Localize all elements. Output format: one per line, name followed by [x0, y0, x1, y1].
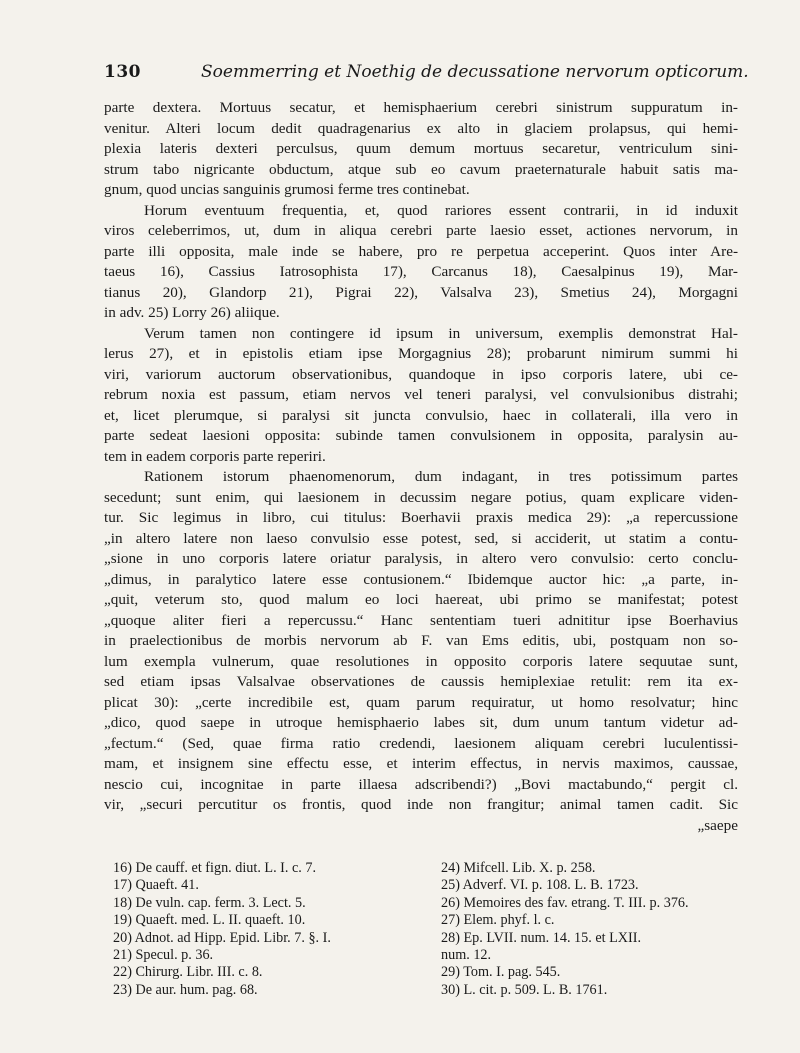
text-line: strum tabo nigricante obductum, atque sub eo cavum praeternaturale habuit satis ma- [104, 160, 738, 178]
running-title: Soemmerring et Noethig de decussatione nervorum opticorum. [201, 62, 749, 82]
text-line: plicat 30): „certe incredibile est, quam parum requiratur, ut homo resolvatur; hinc [104, 693, 738, 711]
text-line: taeus 16), Cassius Iatrosophista 17), Carcanus 18), Caesalpinus 19), Mar- [104, 263, 738, 280]
text-line: Verum tamen non contingere id ipsum in universum, exemplis demonstrat Hal- [144, 324, 738, 342]
running-header [104, 62, 749, 86]
text-line: secedunt; sunt enim, qui laesionem in decussim negare potius, quam explicare viden- [104, 488, 738, 506]
text-line: parte dextera. Mortuus secatur, et hemisphaerium cerebri sinistrum suppuratum in- [104, 99, 738, 116]
text-line: mam, et insignem sine effectu esse, et interim effectus, in nervis maximos, caussae, [104, 755, 738, 772]
text-line: „quoque aliter fieri a repercussu.“ Hanc sententiam tueri adnititur ipse Boerhavius [104, 611, 738, 629]
footnote: 17) Quaeft. 41. [113, 877, 199, 894]
footnote: 18) De vuln. cap. ferm. 3. Lect. 5. [113, 894, 306, 911]
text-line: tianus 20), Glandorp 21), Pigrai 22), Valsalva 23), Smetius 24), Morgagni [104, 283, 738, 301]
text-line: gnum, quod uncias sanguinis grumosi ferme tres continebat. [104, 181, 470, 198]
text-line: in adv. 25) Lorry 26) aliique. [104, 304, 280, 321]
footnote: 23) De aur. hum. pag. 68. [113, 981, 258, 998]
text-line: viri, variorum auctorum observationibus, quandoque in ipso corporis latere, ubi ce- [104, 365, 738, 383]
text-line: „dimus, in paralytico latere esse contusionem.“ Ibidemque auctor hic: „a parte, in- [104, 570, 738, 588]
text-line: sed etiam ipsas Valsalvae observationes de caussis hemiplexiae retulit: rem ita ex- [104, 673, 738, 690]
text-line: lum exempla vulnerum, quae resolutiones in opposito corporis latere sequutae sunt, [104, 652, 738, 670]
text-line: venitur. Alteri locum dedit quadragenarius ex alto in glaciem prolapsus, qui hemi- [104, 119, 738, 137]
text-line: rebrum noxia est passum, etiam nervos vel teneri paralysi, vel convulsionibus distrahi; [104, 386, 738, 403]
text-line: parte sedeat laesioni opposita: subinde tamen convulsionem in opposita, paralysin au- [104, 427, 738, 444]
footnote: 16) De cauff. et fign. diut. L. I. c. 7. [113, 860, 317, 876]
footnote: 29) Tom. I. pag. 545. [441, 964, 561, 981]
text-line: tem in eadem corporis parte reperiri. [104, 447, 326, 465]
text-line: „fectum.“ (Sed, quae firma ratio credendi, laesionem aliquam cerebri luculentissi- [104, 734, 738, 752]
footnotes-right [441, 860, 761, 999]
text-line: „in altero latere non laeso convulsio esse potest, sed, si acciderit, ut statim a contu- [104, 529, 738, 547]
text-line: viros celeberrimos, ut, dum in aliqua cerebri parte laesio esset, actiones nervorum, in [104, 222, 738, 239]
text-line: plexia lateris dexteri perculsus, quum demum mortuus secaretur, ventriculum sini- [104, 140, 738, 157]
text-line: „sione in uno corporis latere oriatur paralysis, in altero vero convulsio: certo conclu- [104, 550, 738, 567]
footnote: num. 12. [441, 946, 492, 963]
page-number: 130 [104, 62, 141, 82]
text-line: lerus 27), et in epistolis etiam ipse Morgagnius 28); probarunt nimirum summi hi [104, 345, 738, 362]
footnote: 22) Chirurg. Libr. III. c. 8. [113, 964, 263, 981]
footnote: 21) Specul. p. 36. [113, 946, 214, 963]
text-line: in praelectionibus de morbis nervorum ab F. van Ems editis, ubi, postquam non so- [104, 632, 738, 649]
footnote: 19) Quaeft. med. L. II. quaeft. 10. [113, 912, 306, 929]
catchword: „saepe [697, 816, 738, 834]
text-line: et, licet plerumque, si paralysi sit juncta convulsio, haec in collaterali, illa vero in [104, 406, 738, 424]
footnote: 20) Adnot. ad Hipp. Epid. Libr. 7. §. I. [113, 929, 331, 946]
footnote: 28) Ep. LVII. num. 14. 15. et LXII. [441, 929, 642, 946]
text-line: parte illi opposita, male inde se habere, pro re perpetua acceperint. Quos inter Are- [104, 242, 738, 260]
footnote: 27) Elem. phyf. l. c. [441, 912, 555, 929]
footnote: 24) Mifcell. Lib. X. p. 258. [441, 860, 596, 876]
text-line: Horum eventuum frequentia, et, quod rariores essent contrarii, in id induxit [144, 201, 738, 219]
text-line: tur. Sic legimus in libro, cui titulus: Boerhavii praxis medica 29): „a repercussione [104, 509, 738, 526]
footnote: 25) Adverf. VI. p. 108. L. B. 1723. [441, 877, 639, 894]
footnote: 30) L. cit. p. 509. L. B. 1761. [441, 981, 608, 998]
text-line: „quit, veterum sto, quod malum eo loci haereat, ubi primo se manifestat; potest [104, 591, 738, 608]
text-line: „dico, quod saepe in utroque hemisphaerio labes sit, dum unum tantum videtur ad- [104, 714, 738, 731]
footnotes-left [113, 860, 413, 999]
text-line: Rationem istorum phaenomenorum, dum indagant, in tres potissimum partes [144, 468, 738, 485]
text-line: vir, „securi percutitur os frontis, quod inde non frangitur; animal tamen cadit. Sic [104, 796, 738, 813]
text-line: nescio cui, incognitae in parte illaesa adscribendi?) „Bovi mactabundo,“ pergit cl. [104, 775, 738, 793]
main-text [104, 98, 738, 836]
footnote: 26) Memoires des fav. etrang. T. III. p. 376. [441, 894, 689, 911]
